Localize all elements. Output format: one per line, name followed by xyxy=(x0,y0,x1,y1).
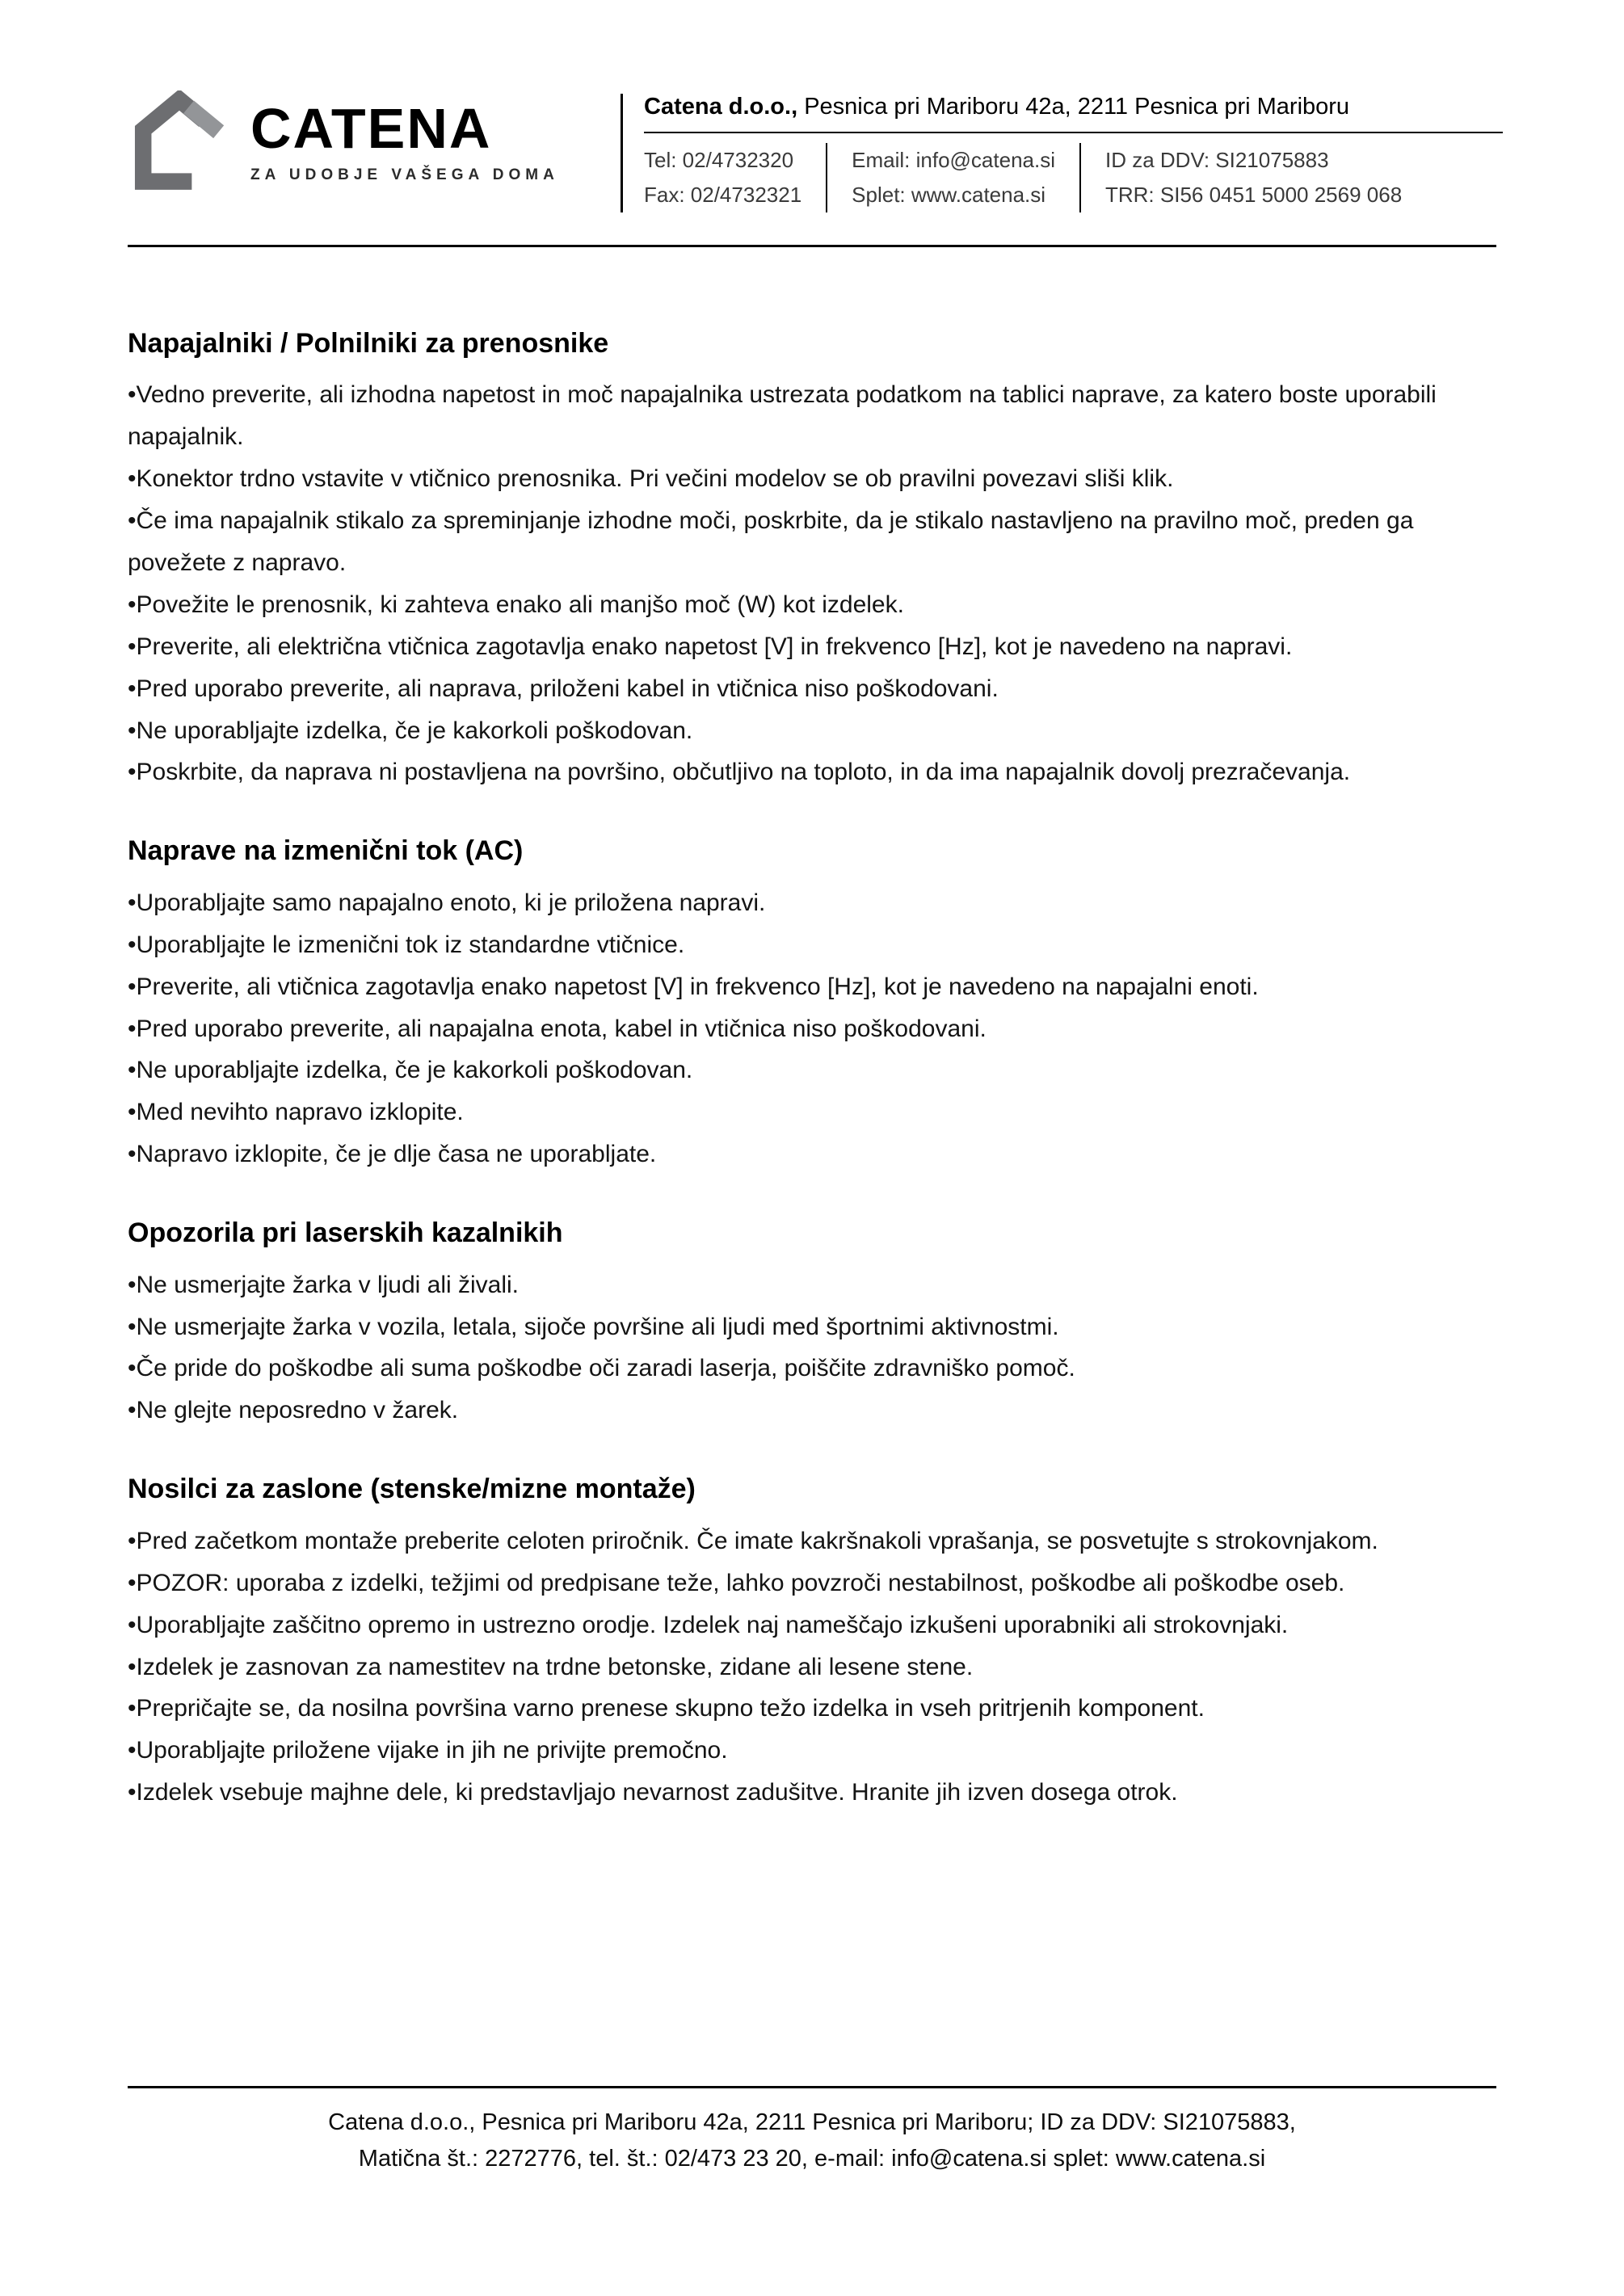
company-address: Pesnica pri Mariboru 42a, 2211 Pesnica pri Mariboru xyxy=(797,94,1350,120)
bullet-item: • Poskrbite, da naprava ni postavljena na površino, občutljivo na toploto, in da ima napajalnik dovolj prezračevanja. xyxy=(128,751,1496,793)
catena-house-icon xyxy=(128,90,231,194)
web-line: Splet: www.catena.si xyxy=(852,182,1046,207)
section-ac-devices xyxy=(128,832,1496,1175)
bullet-item: • Ne uporabljajte izdelka, če je kakorkoli poškodovan. xyxy=(128,710,1496,752)
bullet-item: • Uporabljajte zaščitno opremo in ustrezno orodje. Izdelek naj nameščajo izkušeni uporabniki ali strokovnjaki. xyxy=(128,1604,1496,1646)
bullet-item: • Uporabljajte priložene vijake in jih ne privijte premočno. xyxy=(128,1730,1496,1772)
logo-wordmark: CATENA xyxy=(250,97,492,160)
bullet-item: • Pred uporabo preverite, ali naprava, priloženi kabel in vtičnica niso poškodovani. xyxy=(128,668,1496,710)
page-header xyxy=(0,0,1624,212)
section-power-adapters xyxy=(128,325,1496,794)
bullet-item: • Ne usmerjajte žarka v ljudi ali živali. xyxy=(128,1264,1496,1306)
section-screen-mounts xyxy=(128,1470,1496,1814)
email-line: Email: info@catena.si xyxy=(852,148,1055,172)
bullet-item: • Pred začetkom montaže preberite celoten priročnik. Če imate kakršnakoli vprašanja, se posvetujte s strokovnjakom. xyxy=(128,1520,1496,1562)
section-title: Nosilci za zaslone (stenske/mizne montaže) xyxy=(128,1474,696,1505)
bullet-item: • Napravo izklopite, če je dlje časa ne uporabljate. xyxy=(128,1133,1496,1175)
bullet-item: • Konektor trdno vstavite v vtičnico prenosnika. Pri večini modelov se ob pravilni povezavi sliši klik. xyxy=(128,458,1496,500)
bullet-item: • Preverite, ali električna vtičnica zagotavlja enako napetost [V] in frekvenco [Hz], kot je navedeno na napravi. xyxy=(128,626,1496,668)
company-address-line xyxy=(644,94,1503,133)
bullet-item: • Uporabljajte le izmenični tok iz standardne vtičnice. xyxy=(128,924,1496,966)
logo-tagline: ZA UDOBJE VAŠEGA DOMA xyxy=(250,166,559,183)
bullet-item: • Povežite le prenosnik, ki zahteva enako ali manjšo moč (W) kot izdelek. xyxy=(128,584,1496,626)
contact-col-online xyxy=(826,143,1079,212)
trr-line: TRR: SI56 0451 5000 2569 068 xyxy=(1105,182,1403,207)
contact-col-ids xyxy=(1079,143,1426,212)
company-logo xyxy=(128,90,580,194)
section-title: Napajalniki / Polnilniki za prenosnike xyxy=(128,327,609,359)
company-name: Catena d.o.o., xyxy=(644,94,798,120)
vat-line: ID za DDV: SI21075883 xyxy=(1105,148,1329,172)
bullet-item: • Preverite, ali vtičnica zagotavlja enako napetost [V] in frekvenco [Hz], kot je navedeno na napajalni enoti. xyxy=(128,966,1496,1008)
bullet-item: • Uporabljajte samo napajalno enoto, ki je priložena napravi. xyxy=(128,882,1496,924)
fax-line: Fax: 02/4732321 xyxy=(644,182,802,207)
footer-line-1: Catena d.o.o., Pesnica pri Mariboru 42a, 2211 Pesnica pri Mariboru; ID za DDV: SI21075883, xyxy=(328,2109,1296,2135)
bullet-item: • Prepričajte se, da nosilna površina varno prenese skupno težo izdelka in vseh pritrjenih komponent. xyxy=(128,1688,1496,1730)
section-title: Naprave na izmenični tok (AC) xyxy=(128,835,524,867)
footer-line-2: Matična št.: 2272776, tel. št.: 02/473 23 20, e-mail: info@catena.si splet: www.catena.si xyxy=(358,2145,1266,2172)
bullet-item: • Med nevihto napravo izklopite. xyxy=(128,1091,1496,1133)
logo-text xyxy=(250,97,559,184)
contact-grid xyxy=(644,143,1503,212)
bullet-item: • Vedno preverite, ali izhodna napetost in moč napajalnika ustrezata podatkom na tablici naprave, za katero boste uporabili napajalnik. xyxy=(128,374,1496,458)
bullet-item: • Izdelek vsebuje majhne dele, ki predstavljajo nevarnost zadušitve. Hranite jih izven dosega otrok. xyxy=(128,1772,1496,1814)
bullet-item: • Izdelek je zasnovan za namestitev na trdne betonske, zidane ali lesene stene. xyxy=(128,1646,1496,1688)
contact-block xyxy=(621,94,1503,212)
bullet-item: • Ne usmerjajte žarka v vozila, letala, sijoče površine ali ljudi med športnimi aktivnostmi. xyxy=(128,1306,1496,1348)
section-laser-pointers xyxy=(128,1214,1496,1432)
bullet-item: • Če ima napajalnik stikalo za spreminjanje izhodne moči, poskrbite, da je stikalo nastavljeno na pravilno moč, preden ga povežete z napravo. xyxy=(128,500,1496,584)
header-divider xyxy=(128,245,1496,247)
section-title: Opozorila pri laserskih kazalnikih xyxy=(128,1217,563,1249)
bullet-item: • Ne uporabljajte izdelka, če je kakorkoli poškodovan. xyxy=(128,1049,1496,1091)
bullet-item: • Ne glejte neposredno v žarek. xyxy=(128,1390,1496,1432)
contact-col-phone xyxy=(644,143,826,212)
bullet-item: • POZOR: uporaba z izdelki, težjimi od predpisane teže, lahko povzroči nestabilnost, poškodbe ali poškodbe oseb. xyxy=(128,1562,1496,1604)
document-body xyxy=(0,325,1624,1814)
page-footer xyxy=(128,2086,1496,2177)
bullet-item: • Pred uporabo preverite, ali napajalna enota, kabel in vtičnica niso poškodovani. xyxy=(128,1008,1496,1050)
tel-line: Tel: 02/4732320 xyxy=(644,148,794,172)
bullet-item: • Če pride do poškodbe ali suma poškodbe oči zaradi laserja, poiščite zdravniško pomoč. xyxy=(128,1348,1496,1390)
